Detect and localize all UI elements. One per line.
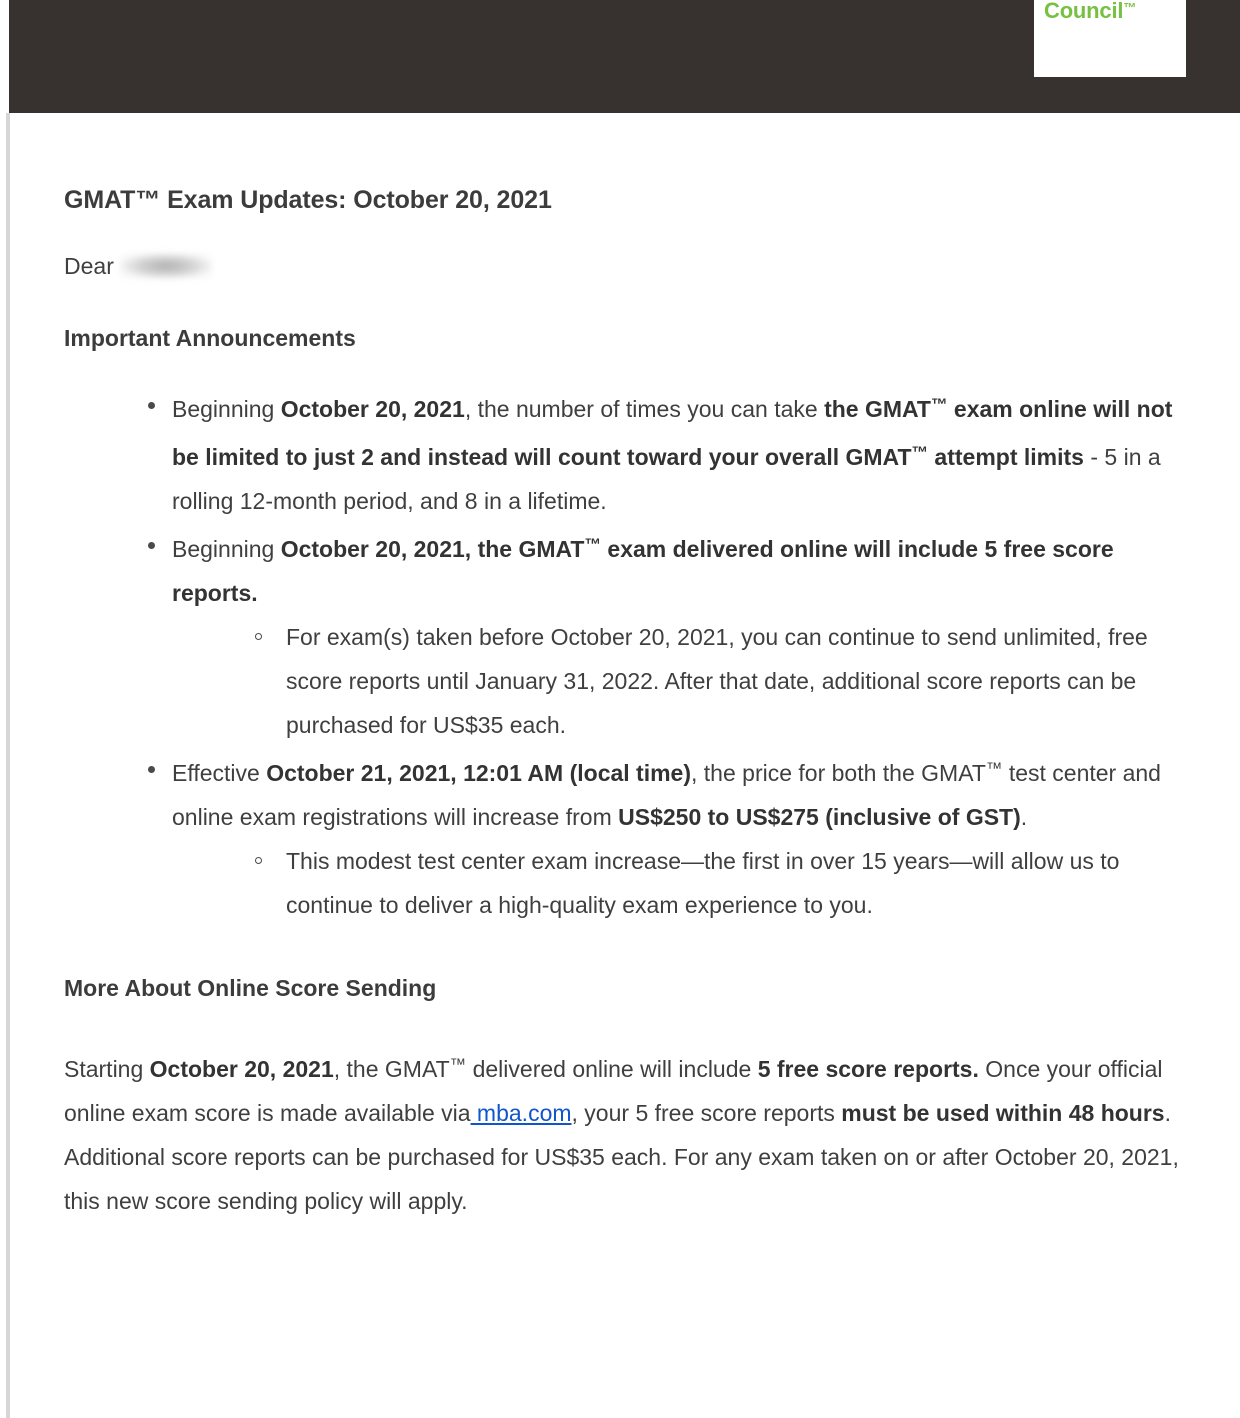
announcement-sub-bullet [255,615,1189,747]
trademark-symbol: ™ [985,758,1003,778]
sub-bullet-text [286,624,1148,738]
body-text: , the number of times you can take [464,395,825,422]
body-text: , the GMAT™ delivered online will include [333,1054,758,1082]
page-title: GMAT™ Exam Updates: October 20, 2021 [64,186,552,214]
logo-trademark-symbol: ™ [1123,0,1137,15]
bullet-text [172,396,1172,514]
announcement-sub-bullet [255,839,1189,927]
emphasis-text: the GMAT™ exam online will not be limited to just 2 and instead will count toward your overall GMAT™ attempt limits [172,395,1173,470]
body-text: This modest test center exam increase—the first in over 15 years—will allow us to continue to deliver a high-quality exam experience to you. [286,847,1120,918]
emphasis-text: must be used within 48 hours [841,1099,1165,1126]
mba-com-link[interactable]: mba.com [470,1099,572,1126]
emphasis-text: October 20, 2021, the GMAT™ exam delivered online will include 5 free score reports. [172,534,1114,606]
emphasis-text: US$250 to US$275 (inclusive of GST) [618,803,1021,830]
salutation-line [64,215,1189,281]
emphasis-text: October 21, 2021, 12:01 AM (local time) [266,759,692,786]
body-text: - 5 in a rolling 12-month period, and 8 in a lifetime. [172,443,1161,514]
body-text: , the price for both the GMAT™ test center and online exam registrations will increase from [172,758,1161,830]
emphasis-text: 5 free score reports. [757,1055,979,1082]
logo-wordmark [1044,0,1136,24]
body-text: . Additional score reports can be purchased for US$35 each. For any exam taken on or after October 20, 2021, this new score sending policy will apply. [64,1099,1179,1214]
sub-bullet-text [286,848,1119,918]
trademark-symbol: ™ [911,442,929,462]
trademark-symbol: ™ [584,534,602,554]
redacted-recipient-name [120,253,212,279]
announcement-bullet [148,747,1189,927]
announcements-list [64,352,1189,927]
bullet-text [172,536,1114,606]
sub-bullet-list [172,615,1189,747]
sub-bullet-list [172,839,1189,927]
body-text: . [1020,803,1028,830]
emphasis-text: October 20, 2021 [280,395,465,422]
body-text: Beginning [172,535,281,562]
announcement-bullet [148,383,1189,523]
bullet-text [172,760,1161,830]
left-quote-rule [6,113,10,1418]
score-sending-paragraph [64,1002,1189,1223]
body-text: Starting [64,1055,150,1082]
body-text: , your 5 free score reports [571,1099,842,1126]
body-text: For exam(s) taken before October 20, 2021, you can continue to send unlimited, free score reports until January 31, 2022. After that date, additional score reports can be purchased for US$35 each. [286,623,1148,738]
body-text: Beginning [172,395,281,422]
trademark-symbol: ™ [449,1054,467,1074]
announcement-bullet [148,523,1189,747]
message-body [64,113,1189,1223]
emphasis-text: October 20, 2021 [149,1055,334,1082]
body-text: Once your official online exam score is made available via [64,1055,1163,1126]
section-heading-score-sending: More About Online Score Sending [64,974,437,1001]
email-masthead [9,0,1240,113]
salutation-prefix: Dear [64,253,114,279]
section-heading-announcements: Important Announcements [64,325,356,351]
body-text: Effective [172,759,267,786]
logo-wordmark-text: Council [1044,0,1124,23]
gmac-logo-card [1034,0,1186,77]
trademark-symbol: ™ [930,395,948,414]
